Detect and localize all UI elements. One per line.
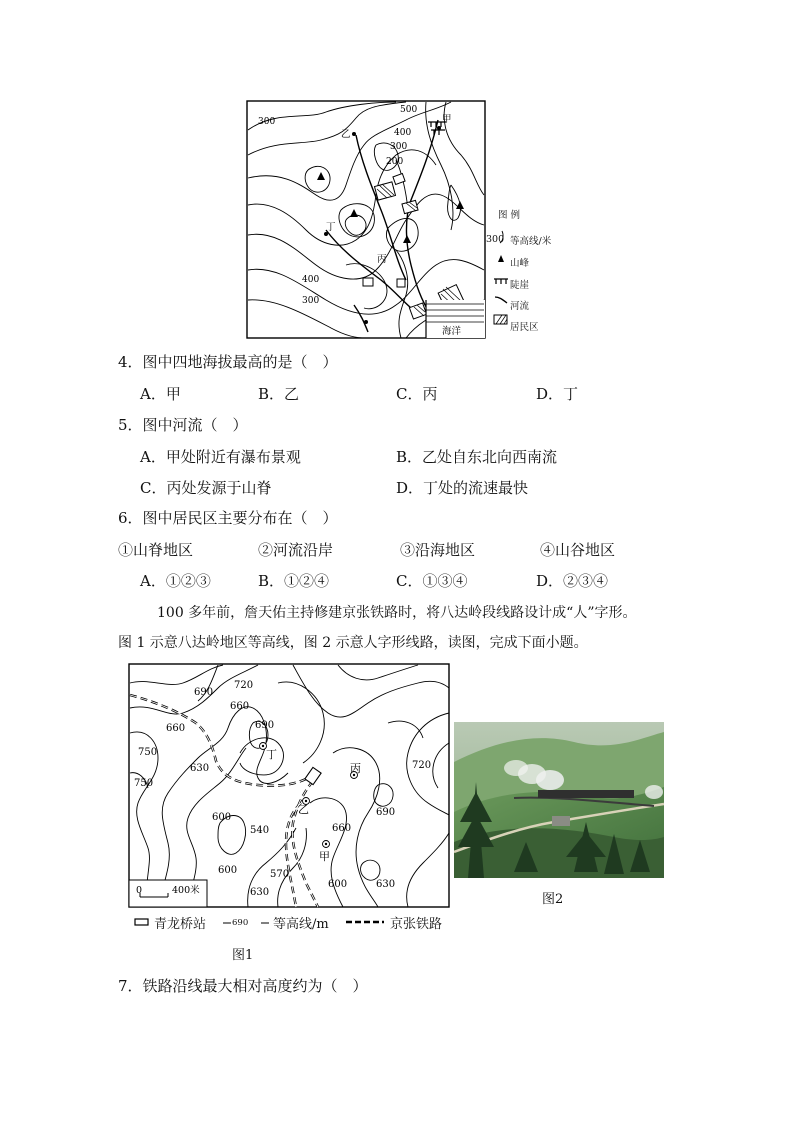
map2-legend xyxy=(128,912,458,934)
map1-legend-title: 图 例 xyxy=(498,210,521,221)
question-4-option-b[interactable]: B．乙 xyxy=(258,385,300,403)
river-icon xyxy=(495,297,507,303)
map2-contour-label: 690 xyxy=(255,720,275,731)
map2-place-jia: 甲 xyxy=(319,850,330,863)
question-7-stem: 7．铁路沿线最大相对高度约为（ ） xyxy=(118,977,368,995)
question-6-stem: 6．图中居民区主要分布在（ ） xyxy=(118,509,338,527)
map2-contour-label: 690 xyxy=(376,807,396,818)
question-4-option-c[interactable]: C．丙 xyxy=(396,385,438,403)
figure-1-caption: 图1 xyxy=(232,948,254,963)
map1-legend-peak: 山峰 xyxy=(510,258,530,269)
cliff-icon xyxy=(494,279,508,284)
question-5-option-c[interactable]: C．丙处发源于山脊 xyxy=(140,479,272,497)
map1-place-jia: 甲 xyxy=(442,114,452,125)
railway-icon xyxy=(346,917,386,927)
question-6-item-1: ①山脊地区 xyxy=(118,541,194,559)
question-4-option-a[interactable]: A．甲 xyxy=(140,385,181,403)
question-5-option-b[interactable]: B．乙处自东北向西南流 xyxy=(396,448,558,466)
question-5-option-d[interactable]: D．丁处的流速最快 xyxy=(396,479,529,497)
railway-painting xyxy=(454,722,664,878)
map2-place-ding: 丁 xyxy=(266,748,277,761)
map2-contour-label: 750 xyxy=(138,747,158,758)
contour-map-2 xyxy=(128,663,450,908)
map2-contour-label: 720 xyxy=(412,760,432,771)
question-5-stem: 5．图中河流（ ） xyxy=(118,416,248,434)
residential-icon xyxy=(494,315,507,324)
map1-contour-label: 300 xyxy=(258,117,276,127)
station-icon xyxy=(134,917,150,927)
map2-contour-label: 540 xyxy=(250,825,270,836)
question-6-option-c[interactable]: C．①③④ xyxy=(396,572,468,590)
map1-contour-label: 200 xyxy=(386,157,404,167)
map1-legend-contour-value: 300 xyxy=(486,234,505,245)
contour-map-1 xyxy=(246,100,486,340)
map2-contour-label: 600 xyxy=(218,865,238,876)
railway-illustration xyxy=(454,722,664,878)
question-6-option-a[interactable]: A．①②③ xyxy=(140,572,211,590)
map1-legend xyxy=(486,205,586,335)
map1-contour-label: 500 xyxy=(400,105,418,115)
question-5-option-a[interactable]: A．甲处附近有瀑布景观 xyxy=(140,448,301,466)
map2-legend-railway: 京张铁路 xyxy=(390,917,443,932)
scale-zero: 0 xyxy=(136,885,143,896)
map1-place-bing: 丙 xyxy=(377,254,387,265)
map2-contour-label: 600 xyxy=(212,812,232,823)
map1-contour-label: 400 xyxy=(302,275,320,285)
map1-contour-label: 300 xyxy=(390,142,408,152)
map2-contour-label: 660 xyxy=(332,823,352,834)
train-icon xyxy=(538,790,634,798)
map2-contour-label: 600 xyxy=(328,879,348,890)
map2-place-bing: 丙 xyxy=(350,762,361,775)
question-6-item-3: ③沿海地区 xyxy=(400,541,476,559)
map2-legend-station: 青龙桥站 xyxy=(154,917,207,932)
map2-contour-label: 660 xyxy=(230,701,250,712)
question-6-item-4: ④山谷地区 xyxy=(540,541,616,559)
scale-length: 400米 xyxy=(172,885,200,896)
map2-contour-label: 660 xyxy=(166,723,186,734)
map2-contour-label: 690 xyxy=(194,687,214,698)
map1-sea-label: 海洋 xyxy=(442,326,462,337)
map1-place-ding: 丁 xyxy=(326,222,336,233)
map2-contour-label: 720 xyxy=(234,680,254,691)
map1-legend-cliff: 陡崖 xyxy=(510,280,530,291)
map1-legend-residential: 居民区 xyxy=(510,322,539,333)
passage-line-2: 图 1 示意八达岭地区等高线，图 2 示意人字形线路，读图，完成下面小题。 xyxy=(118,635,588,651)
map1-place-yi: 乙 xyxy=(341,129,351,140)
map2-contour-label: 570 xyxy=(270,869,290,880)
question-6-option-b[interactable]: B．①②④ xyxy=(258,572,330,590)
map1-contour-label: 300 xyxy=(302,296,320,306)
question-4-stem: 4．图中四地海拔最高的是（ ） xyxy=(118,353,338,371)
passage-line-1: 100 多年前，詹天佑主持修建京张铁路时，将八达岭段线路设计成“人”字形。 xyxy=(157,605,637,621)
map2-place-yi: 乙 xyxy=(298,803,309,816)
contour-map-1-drawing xyxy=(246,100,486,340)
question-6-item-2: ②河流沿岸 xyxy=(258,541,334,559)
map2-contour-label: 630 xyxy=(376,879,396,890)
map1-contour-label: 400 xyxy=(394,128,412,138)
map1-legend-river: 河流 xyxy=(510,301,530,312)
question-4-option-d[interactable]: D．丁 xyxy=(536,385,579,403)
contour-map-2-drawing xyxy=(128,663,450,908)
question-6-option-d[interactable]: D．②③④ xyxy=(536,572,609,590)
map2-contour-label: 630 xyxy=(250,887,270,898)
map2-legend-contour: 等高线/m xyxy=(273,917,329,932)
map1-legend-contour: 等高线/米 xyxy=(510,236,552,247)
figure-2-caption: 图2 xyxy=(542,892,564,907)
peak-icon xyxy=(498,255,504,262)
map2-contour-label: 630 xyxy=(190,763,210,774)
map2-legend-contour-value: 690 xyxy=(232,918,249,928)
map2-contour-label: 750 xyxy=(134,778,154,789)
